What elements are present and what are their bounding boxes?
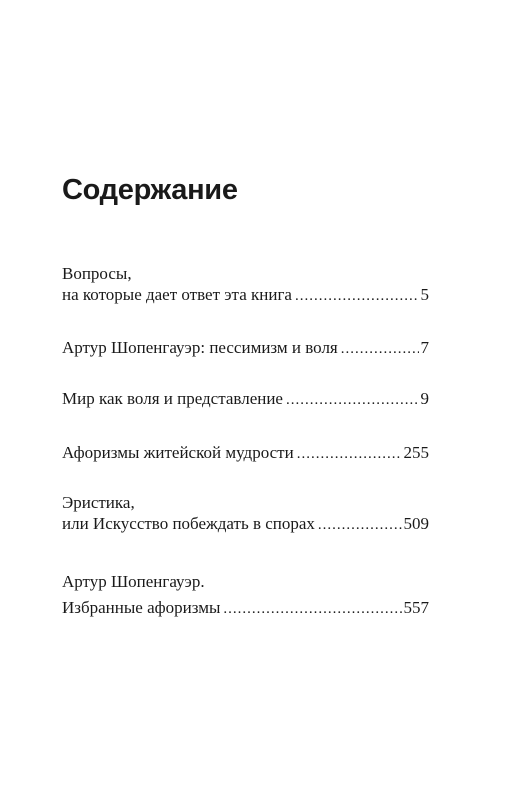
toc-entry-title: Афоризмы житейской мудрости bbox=[62, 443, 294, 462]
toc-entry-title: на которые дает ответ эта книга bbox=[62, 285, 292, 304]
toc-page-number: 9 bbox=[420, 389, 429, 408]
toc-entry-title: Артур Шопенгауэр: пессимизм и воля bbox=[62, 338, 338, 357]
toc-entry-questions[interactable] bbox=[62, 263, 429, 307]
toc-entry-leader-line bbox=[62, 513, 429, 536]
dot-leader bbox=[295, 286, 419, 307]
toc-entry-pessimism[interactable] bbox=[62, 337, 429, 360]
toc-page-number: 557 bbox=[403, 598, 429, 617]
toc-entry-title-line: Вопросы, bbox=[62, 264, 132, 283]
dot-leader bbox=[341, 339, 419, 360]
dot-leader bbox=[318, 515, 402, 536]
dot-leader bbox=[297, 444, 402, 465]
toc-entry-title-line: Артур Шопенгауэр. bbox=[62, 572, 205, 591]
toc-entry-selected-aphorisms[interactable] bbox=[62, 571, 429, 620]
toc-entry-eristics[interactable] bbox=[62, 492, 429, 536]
toc-entry-leader-line bbox=[62, 388, 429, 411]
toc-entry-title: Избранные афоризмы bbox=[62, 598, 221, 617]
toc-entry-title: или Искусство побеждать в спорах bbox=[62, 514, 315, 533]
toc-entry-leader-line bbox=[62, 337, 429, 360]
page-title: Содержание bbox=[62, 174, 238, 206]
toc-page-number: 509 bbox=[403, 514, 429, 533]
toc-entry-aphorisms-wisdom[interactable] bbox=[62, 442, 429, 465]
dot-leader bbox=[286, 390, 419, 411]
toc-page-number: 5 bbox=[420, 285, 429, 304]
toc-entry-leader-line bbox=[62, 284, 429, 307]
toc-page-number: 255 bbox=[403, 443, 429, 462]
toc-entry-title-line: Эристика, bbox=[62, 493, 135, 512]
toc-entry-leader-line bbox=[62, 442, 429, 465]
toc-entry-leader-line bbox=[62, 597, 429, 620]
toc-page-number: 7 bbox=[420, 338, 429, 357]
toc-entry-world-as-will[interactable] bbox=[62, 388, 429, 411]
toc-entry-title: Мир как воля и представление bbox=[62, 389, 283, 408]
dot-leader bbox=[223, 599, 401, 620]
